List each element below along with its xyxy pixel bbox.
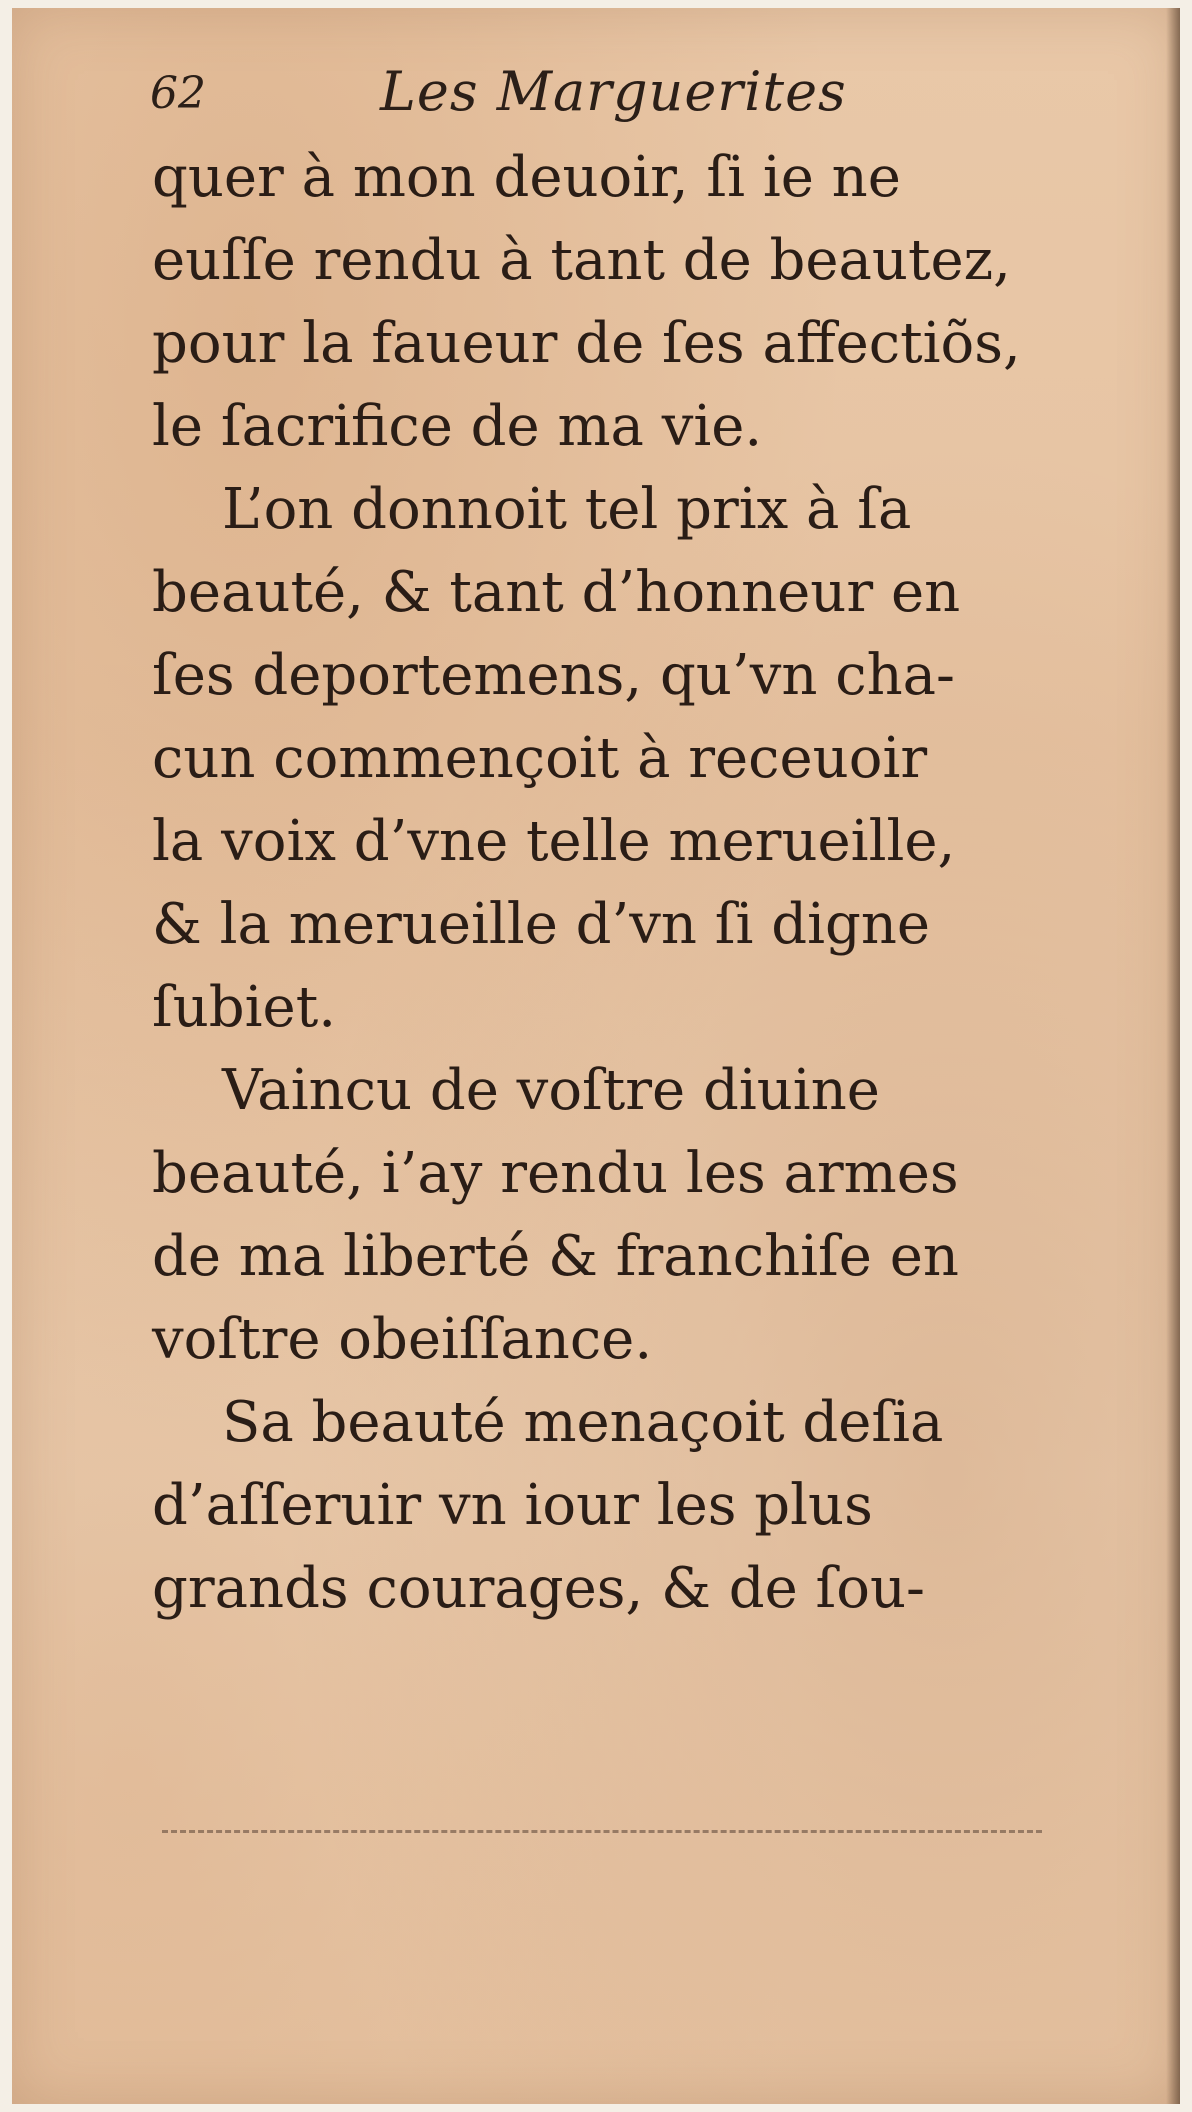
text-line: ſubiet. — [152, 975, 336, 1040]
page-header — [150, 60, 1070, 130]
page-body — [152, 136, 1072, 1630]
text-line: grands courages, & de ſou- — [152, 1556, 925, 1621]
text-line: d’aſſeruir vn iour les plus — [152, 1473, 873, 1538]
text-line: euſſe rendu à tant de beautez, — [152, 228, 1011, 293]
text-line: ſes deportemens, qu’vn cha- — [152, 643, 955, 708]
text-line: voſtre obeiſſance. — [152, 1307, 653, 1372]
text-line: de ma liberté & franchiſe en — [152, 1224, 959, 1289]
page-number: 62 — [150, 68, 206, 119]
text-line: & la merueille d’vn ſi digne — [152, 892, 931, 957]
text-line: quer à mon deuoir, ſi ie ne — [152, 145, 901, 210]
book-page — [12, 8, 1180, 2104]
text-line: beauté, & tant d’honneur en — [152, 560, 961, 625]
text-line: le ſacrifice de ma vie. — [152, 394, 763, 459]
paragraph-start-line: L’on donnoit tel prix à ſa — [222, 477, 912, 542]
text-line: la voix d’vne telle merueille, — [152, 809, 956, 874]
text-line: cun commençoit à receuoir — [152, 726, 928, 791]
running-title: Les Marguerites — [380, 60, 847, 123]
text-line: beauté, i’ay rendu les armes — [152, 1141, 959, 1206]
paragraph-start-line: Vaincu de voſtre diuine — [222, 1058, 880, 1123]
text-line: pour la faueur de ſes affectiõs, — [152, 311, 1021, 376]
paragraph-start-line: Sa beauté menaçoit deſia — [222, 1390, 944, 1455]
footer-dashed-rule — [162, 1830, 1042, 1833]
